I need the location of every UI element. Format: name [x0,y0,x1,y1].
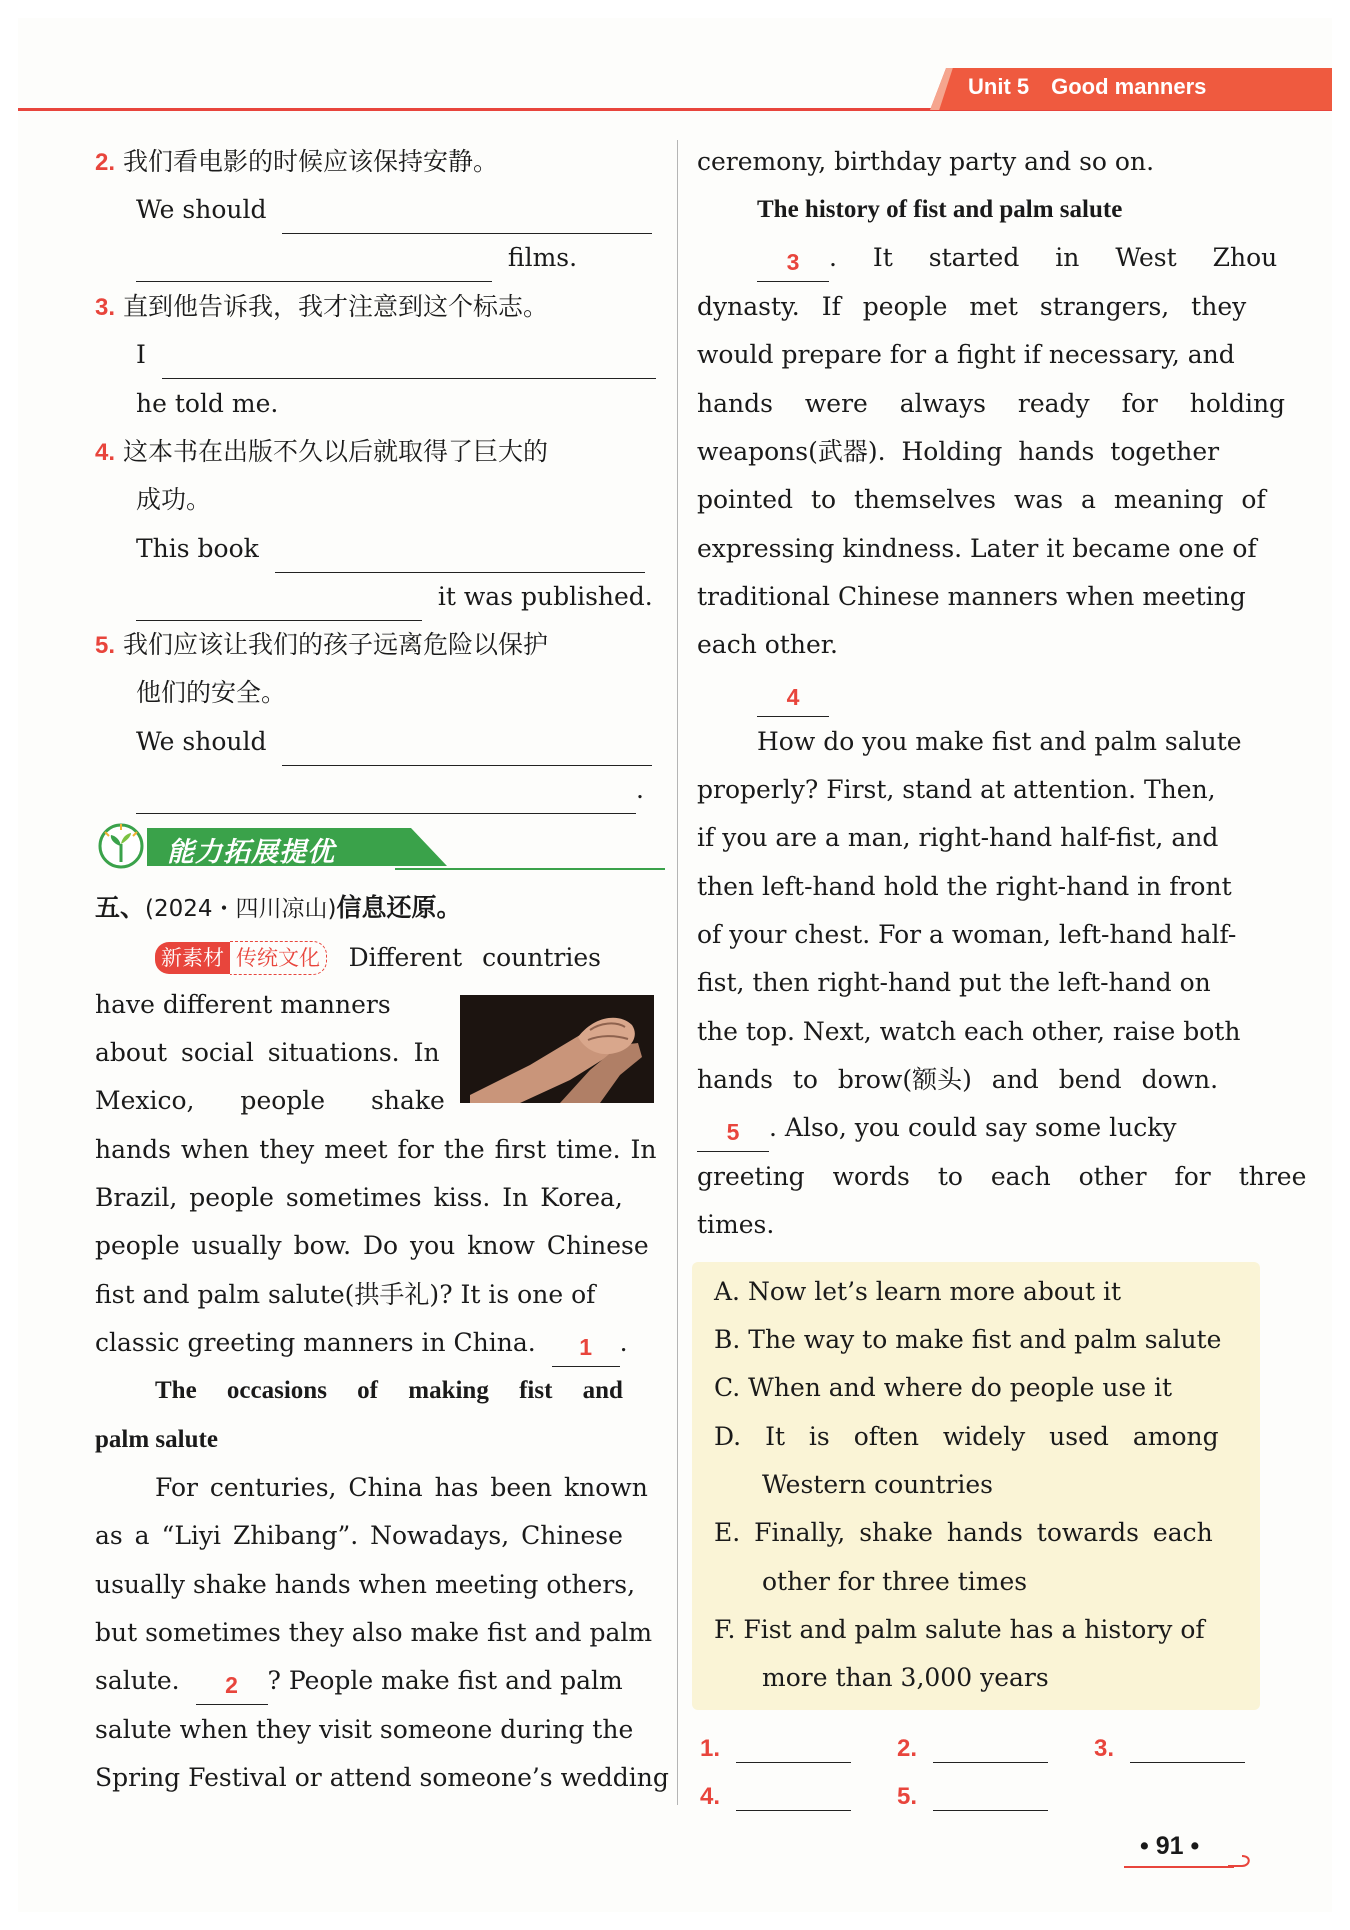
task-label: 五、 [95,893,146,922]
answer-blank[interactable] [736,1776,851,1811]
column-divider [677,140,678,1805]
passage-line: dynasty. If people met strangers, they [697,292,1247,321]
passage-line [757,669,829,717]
translation-4-en-end: it was published. [136,573,653,621]
answer-blank[interactable] [275,538,645,573]
unit-number: Unit 5 [968,74,1030,99]
answer-4: 4. [700,1776,851,1811]
answer-3: 3. [1094,1728,1245,1763]
option-d: D. It is often widely used among [714,1422,1219,1451]
passage-line: people usually bow. Do you know Chinese [95,1231,649,1260]
blank-2[interactable]: 2 [196,1666,268,1705]
unit-title: Good manners [1051,74,1207,99]
translation-5-zh: 5. 我们应该让我们的孩子远离危险以保护 [95,630,548,659]
translation-2-en: We should [136,186,652,234]
sprout-icon [97,822,145,870]
passage-line: hands to brow(额头) and bend down. [697,1065,1219,1094]
section-banner [95,822,665,872]
answer-blank[interactable] [136,586,422,621]
translation-4-zh2: 成功。 [136,485,212,514]
translation-4-en: This book [136,525,645,573]
passage-line: greeting words to each other for three [697,1162,1307,1191]
answer-blank[interactable] [1130,1728,1245,1763]
translation-3-en: I [136,331,656,379]
task-source: (2024・四川凉山) [145,896,337,922]
passage-line: properly? First, stand at attention. Then, [697,775,1216,804]
passage-line: Spring Festival or attend someone’s wedding [95,1763,669,1792]
subheading-occasions: The occasions of making fist and [155,1377,623,1404]
translation-4-zh: 4. 这本书在出版不久以后就取得了巨大的 [95,437,548,466]
passage-line: would prepare for a fight if necessary, and [697,340,1235,369]
answer-blank[interactable] [136,779,636,814]
passage-line: of your chest. For a woman, left-hand half- [697,920,1237,949]
passage-line: salute when they visit someone during the [95,1715,634,1744]
translation-3-zh: 3. 直到他告诉我，我才注意到这个标志。 [95,292,548,321]
answer-blank[interactable] [933,1728,1048,1763]
blank-3[interactable]: 3 [757,243,829,282]
passage-line: times. [697,1210,775,1239]
passage-line: salute. 2 ? People make fist and palm [95,1657,655,1705]
passage-line: expressing kindness. Later it became one of [697,534,1257,563]
fist-palm-salute-photo [460,995,654,1103]
answer-blank[interactable] [136,247,492,282]
translation-3-en-end: he told me. [136,389,279,418]
passage-line: traditional Chinese manners when meeting [697,582,1246,611]
passage-line: 5 . Also, you could say some lucky [697,1104,1257,1152]
passage-line: How do you make fist and palm salute [757,727,1242,756]
tag-new-material: 新素材 [155,942,230,974]
answer-5: 5. [897,1776,1048,1811]
passage-line: 3 . It started in West Zhou [757,234,1257,282]
passage-line: For centuries, China has been known [155,1473,648,1502]
blank-4[interactable]: 4 [757,678,829,717]
page-curl-icon [1228,1852,1254,1872]
answer-blank[interactable] [736,1728,851,1763]
passage-line: 新素材 传统文化 Different countries [155,932,655,980]
passage-line: Brazil, people sometimes kiss. In Korea, [95,1183,623,1212]
answer-blank[interactable] [933,1776,1048,1811]
passage-line: ceremony, birthday party and so on. [697,147,1155,176]
passage-line: fist and palm salute(拱手礼)? It is one of [95,1280,596,1309]
translation-5-en: We should [136,718,652,766]
option-b: B. The way to make fist and palm salute [714,1325,1222,1354]
passage-line: if you are a man, right-hand half-fist, and [697,823,1219,852]
option-a: A. Now let’s learn more about it [714,1277,1122,1306]
passage-line: pointed to themselves was a meaning of [697,485,1266,514]
passage-line: usually shake hands when meeting others, [95,1570,636,1599]
option-f: F. Fist and palm salute has a history of [714,1615,1205,1644]
tag-traditional-culture: 传统文化 [230,941,327,975]
answer-2: 2. [897,1728,1048,1763]
translation-5-en-end: . [136,766,644,814]
passage-line: about social situations. In [95,1038,440,1067]
option-e: E. Finally, shake hands towards each [714,1518,1213,1547]
option-d-cont: Western countries [762,1470,993,1499]
passage-line: but sometimes they also make fist and palm [95,1618,653,1647]
passage-line: classic greeting manners in China. 1 . [95,1319,655,1367]
translation-2-zh: 2. 我们看电影的时候应该保持安静。 [95,147,498,176]
section-banner-title: 能力拓展提优 [167,837,335,868]
passage-line: as a “Liyi Zhibang”. Nowadays, Chinese [95,1521,623,1550]
passage-line: weapons(武器). Holding hands together [697,437,1220,466]
passage-line: have different manners [95,990,391,1019]
unit-header [968,74,1228,100]
passage-line: the top. Next, watch each other, raise both [697,1017,1241,1046]
answer-blank[interactable] [282,199,652,234]
passage-line: Mexico, people shake [95,1086,445,1115]
answer-blank[interactable] [162,344,656,379]
task-heading [95,884,462,932]
page-number-rule [1124,1866,1234,1868]
passage-line: each other. [697,630,838,659]
option-f-cont: more than 3,000 years [762,1663,1049,1692]
translation-2-en-end: films. [136,234,577,282]
answer-1: 1. [700,1728,851,1763]
passage-line: hands were always ready for holding [697,389,1286,418]
blank-1[interactable]: 1 [552,1328,620,1367]
option-e-cont: other for three times [762,1567,1028,1596]
page-number: • 91 • [1140,1832,1200,1860]
passage-line: fist, then right-hand put the left-hand on [697,968,1211,997]
blank-5[interactable]: 5 [697,1113,769,1152]
passage-line: hands when they meet for the first time. In [95,1135,657,1164]
translation-5-zh2: 他们的安全。 [136,678,287,707]
subheading-history: The history of fist and palm salute [757,196,1123,223]
task-instruction: 信息还原。 [336,893,462,922]
option-c: C. When and where do people use it [714,1373,1173,1402]
passage-line: then left-hand hold the right-hand in front [697,872,1232,901]
subheading-occasions-cont: palm salute [95,1426,218,1453]
answer-blank[interactable] [282,731,652,766]
